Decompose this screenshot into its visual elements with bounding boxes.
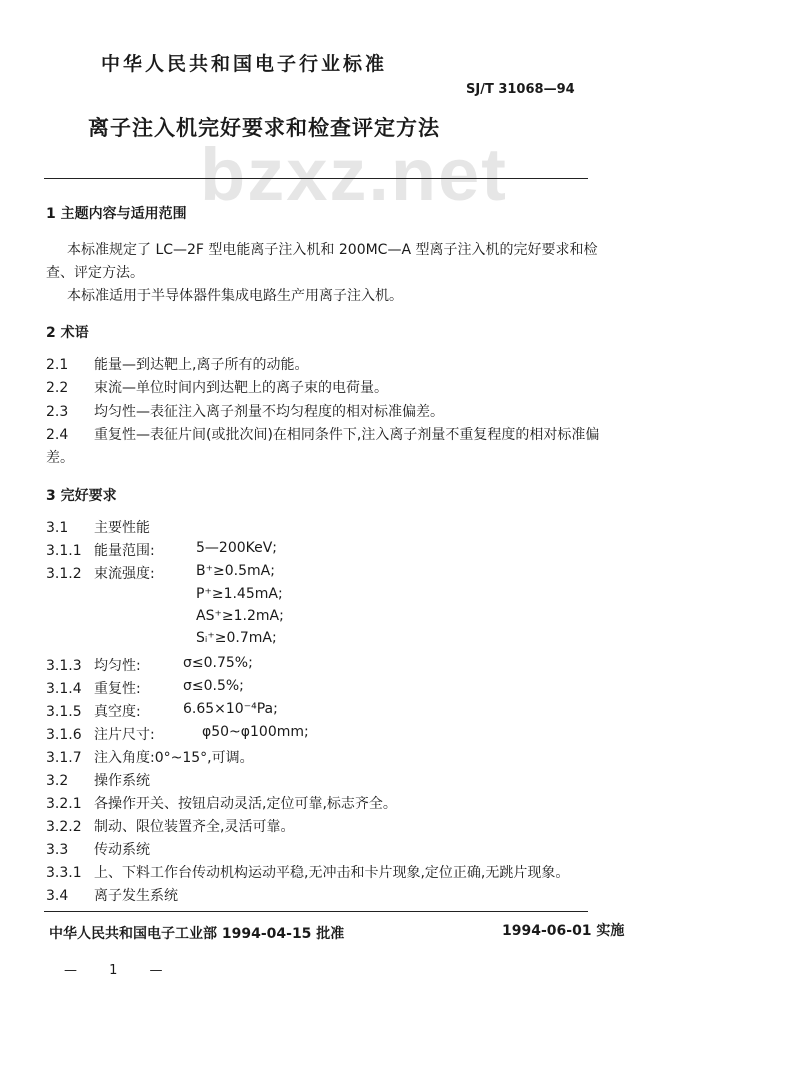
term-text: 能量—到达靶上,离子所有的动能。 <box>94 357 309 373</box>
effective-date: 1994-06-01 实施 <box>502 923 625 939</box>
spec-label: 真空度: <box>94 704 141 720</box>
term-item <box>46 377 388 397</box>
beam-value: AS⁺≥1.2mA; <box>196 608 284 624</box>
spec-number: 3.1.2 <box>46 566 82 582</box>
clause-text: 制动、限位装置齐全,灵活可靠。 <box>94 819 295 835</box>
term-text: 重复性—表征片间(或批次间)在相同条件下,注入离子剂量不重复程度的相对标准偏 <box>94 427 600 443</box>
section-1-paragraph-1: 本标准规定了 LC—2F 型电能离子注入机和 200MC—A 型离子注入机的完好要求和检 <box>67 242 598 258</box>
spec-number: 3.1.3 <box>46 658 82 674</box>
section-1-paragraph-1-cont: 查、评定方法。 <box>46 265 144 281</box>
beam-value: Sᵢ⁺≥0.7mA; <box>196 630 277 646</box>
spec-row <box>46 747 254 767</box>
spec-number: 3.1.7 <box>46 750 82 766</box>
clause-number: 3.3 <box>46 842 69 858</box>
document-title: 离子注入机完好要求和检查评定方法 <box>88 116 440 140</box>
spec-row <box>46 678 141 698</box>
term-number: 2.1 <box>46 357 69 373</box>
beam-value: P⁺≥1.45mA; <box>196 586 283 602</box>
spec-number: 3.1.1 <box>46 543 82 559</box>
clause-text: 传动系统 <box>94 842 150 858</box>
spec-label: 重复性: <box>94 681 141 697</box>
section-3-heading: 3 完好要求 <box>46 488 117 504</box>
spec-value: σ≤0.5%; <box>183 678 244 694</box>
clause-text: 操作系统 <box>94 773 150 789</box>
spec-text: 注入角度:0°~15°,可调。 <box>94 750 254 766</box>
clause-line <box>46 793 397 813</box>
spec-number: 3.1.6 <box>46 727 82 743</box>
spec-row <box>46 563 155 583</box>
clause-number: 3.2.2 <box>46 819 82 835</box>
clause-line <box>46 885 178 905</box>
spec-row <box>46 655 141 675</box>
clause-text: 离子发生系统 <box>94 888 178 904</box>
spec-number: 3.1.4 <box>46 681 82 697</box>
page-number: — 1 — <box>64 963 177 978</box>
subsection-label: 主要性能 <box>94 520 150 536</box>
clause-line <box>46 770 150 790</box>
spec-label: 能量范围: <box>94 543 155 559</box>
spec-value: 5—200KeV; <box>196 540 278 556</box>
term-text: 均匀性—表征注入离子剂量不均匀程度的相对标准偏差。 <box>94 404 444 420</box>
spec-value: 6.65×10⁻⁴Pa; <box>183 701 278 717</box>
term-number: 2.4 <box>46 427 69 443</box>
term-item <box>46 401 444 421</box>
standard-code: SJ/T 31068—94 <box>466 82 575 97</box>
spec-row <box>46 701 141 721</box>
spec-label: 注片尺寸: <box>94 727 155 743</box>
spec-number: 3.1.5 <box>46 704 82 720</box>
term-text: 束流—单位时间内到达靶上的离子束的电荷量。 <box>94 380 388 396</box>
issuing-organization: 中华人民共和国电子行业标准 <box>101 53 388 75</box>
spec-value: σ≤0.75%; <box>183 655 253 671</box>
clause-number: 3.3.1 <box>46 865 82 881</box>
approval-line: 中华人民共和国电子工业部 1994-04-15 批准 <box>49 926 345 942</box>
clause-text: 上、下料工作台传动机构运动平稳,无冲击和卡片现象,定位正确,无跳片现象。 <box>94 865 570 881</box>
subsection-3-1 <box>46 517 150 537</box>
watermark: bzxz.net <box>200 133 508 216</box>
term-number: 2.3 <box>46 404 69 420</box>
term-item <box>46 354 308 374</box>
spec-row <box>46 724 155 744</box>
subsection-number: 3.1 <box>46 520 69 536</box>
section-1-paragraph-2: 本标准适用于半导体器件集成电路生产用离子注入机。 <box>67 288 403 304</box>
clause-number: 3.4 <box>46 888 69 904</box>
header-divider <box>44 178 588 179</box>
spec-value: B⁺≥0.5mA; <box>196 563 275 579</box>
footer-divider <box>44 911 588 912</box>
term-number: 2.2 <box>46 380 69 396</box>
section-2-heading: 2 术语 <box>46 325 89 341</box>
clause-line <box>46 839 150 859</box>
clause-number: 3.2.1 <box>46 796 82 812</box>
spec-value: φ50~φ100mm; <box>202 724 309 740</box>
spec-label: 均匀性: <box>94 658 141 674</box>
clause-line <box>46 816 294 836</box>
term-item-cont: 差。 <box>46 450 74 466</box>
clause-number: 3.2 <box>46 773 69 789</box>
spec-label: 束流强度: <box>94 566 155 582</box>
spec-row <box>46 540 155 560</box>
clause-text: 各操作开关、按钮启动灵活,定位可靠,标志齐全。 <box>94 796 397 812</box>
clause-line <box>46 862 569 882</box>
section-1-heading: 1 主题内容与适用范围 <box>46 206 187 222</box>
term-item <box>46 424 599 444</box>
